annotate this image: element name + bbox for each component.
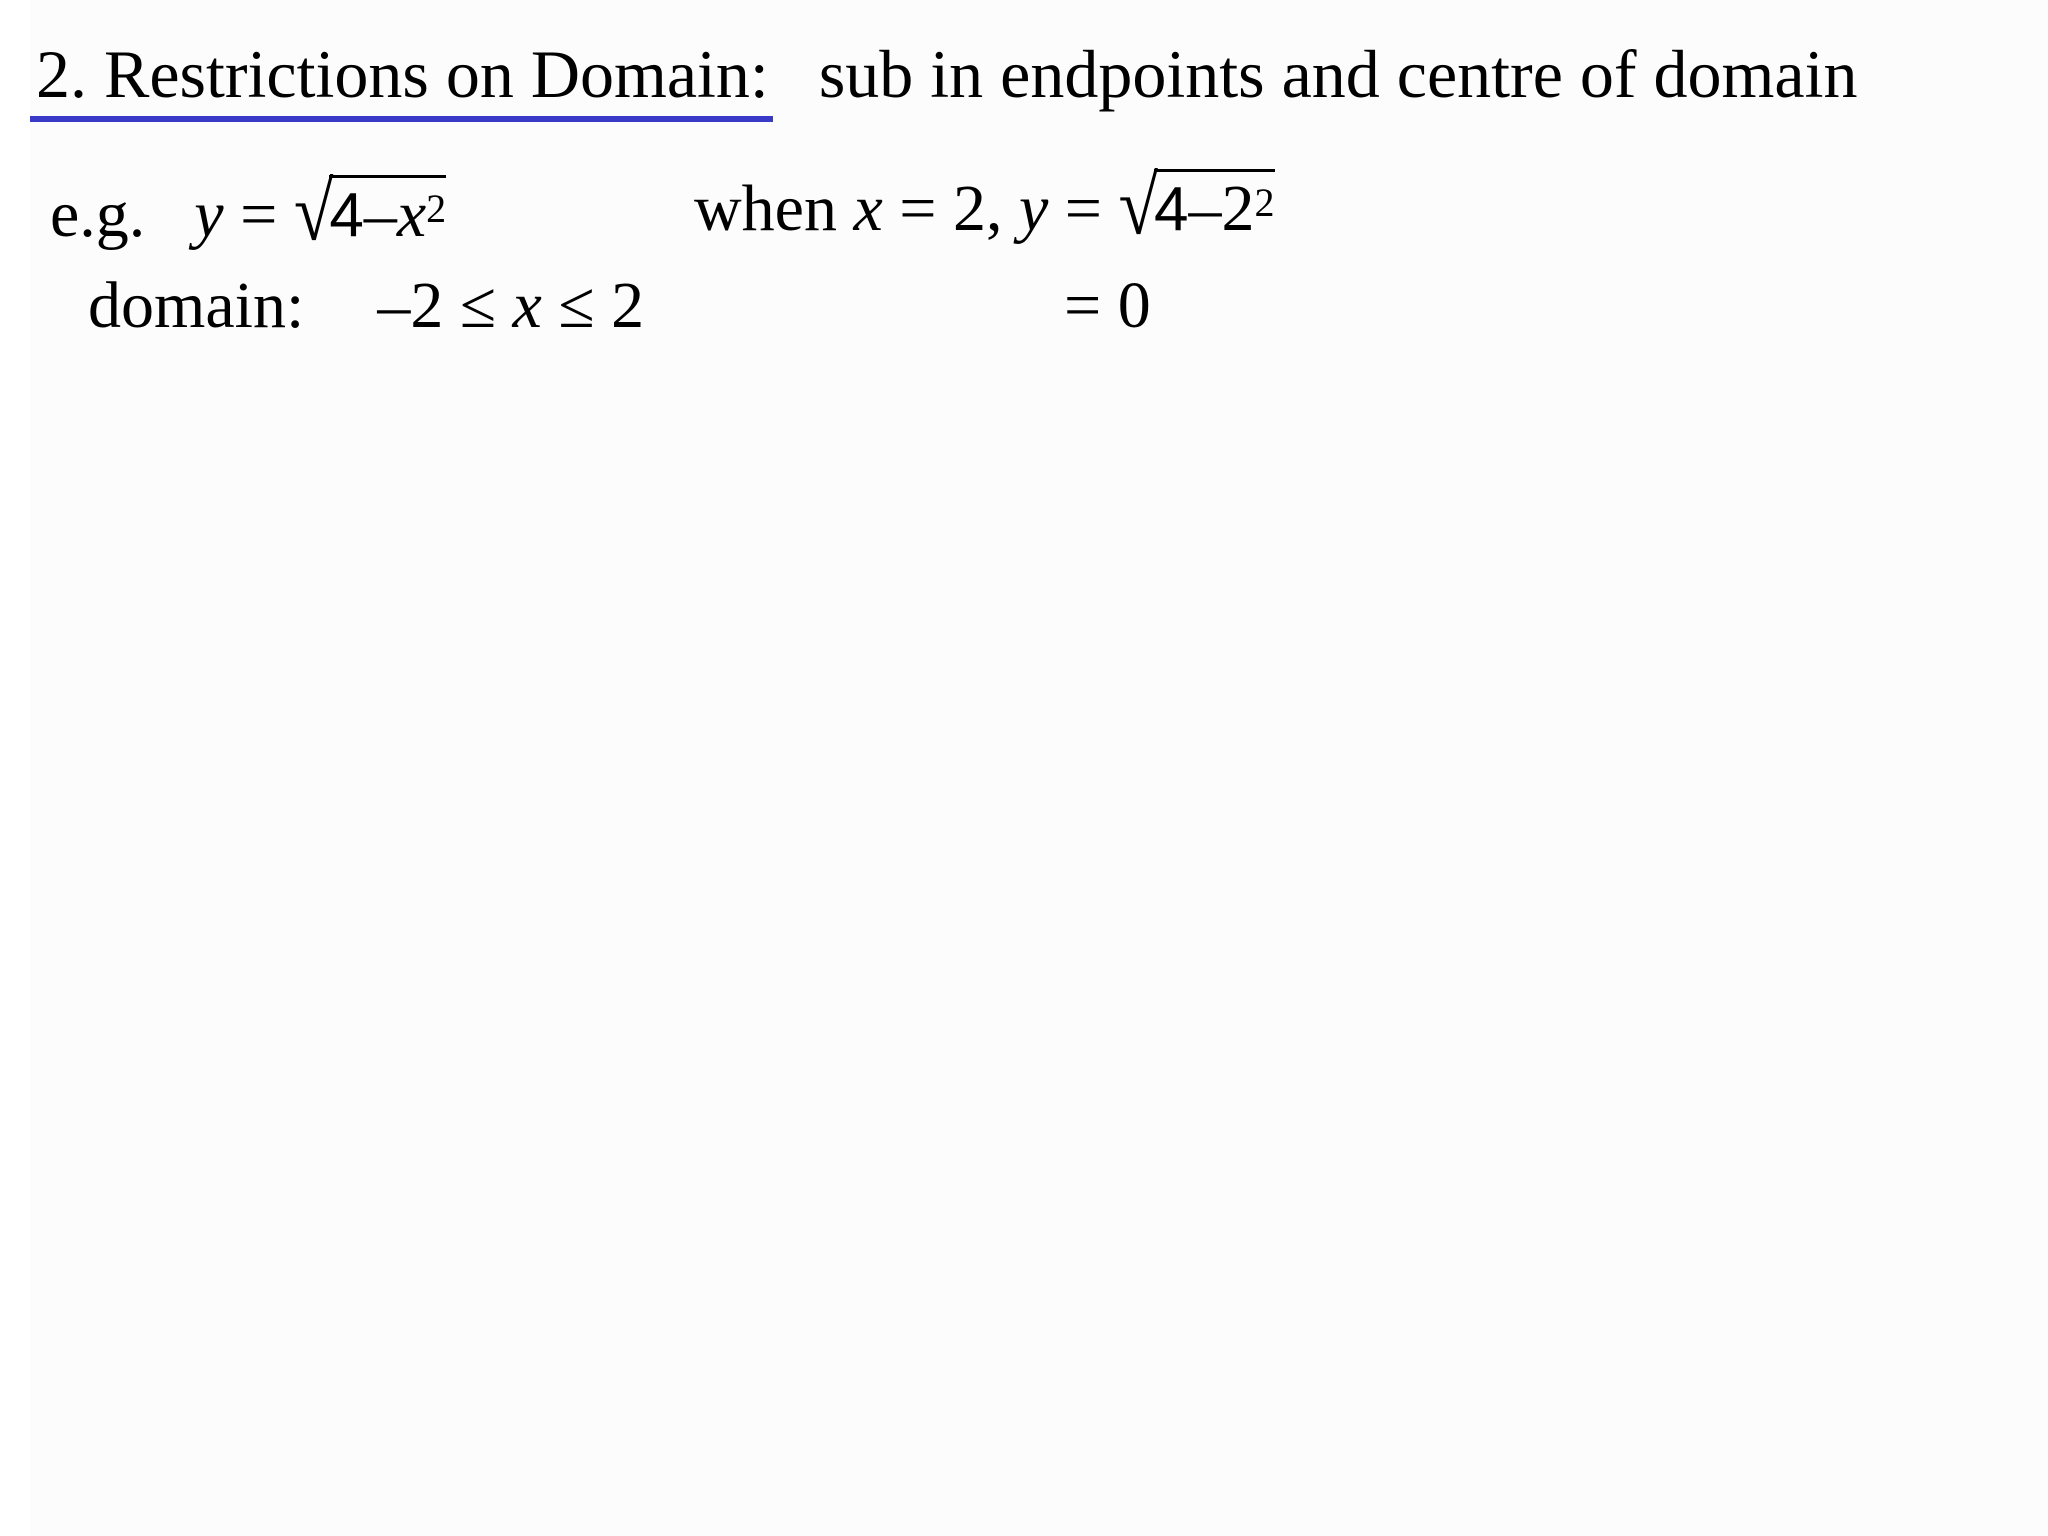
eval-radicand-exp: 2 <box>1254 180 1275 225</box>
domain-var: x <box>512 269 542 342</box>
heading-subtitle: sub in endpoints and centre of domain <box>818 36 1858 112</box>
eval-result: = 0 <box>1064 269 1151 342</box>
sqrt-symbol: √ <box>293 166 334 258</box>
domain-expr-pre: –2 ≤ <box>377 269 513 342</box>
radicand-var: x <box>396 178 427 251</box>
heading-number: 2. <box>36 36 87 112</box>
eval-radicand-base: 2 <box>1221 172 1255 245</box>
heading-underline <box>30 116 773 122</box>
radicand-minus: – <box>363 178 397 251</box>
eval-sqrt <box>1118 160 1275 252</box>
eval-eq1: = 2, <box>899 172 1003 245</box>
evaluation-equation <box>694 160 1275 252</box>
heading <box>36 34 1858 114</box>
heading-title: Restrictions on Domain: <box>104 36 769 112</box>
example-equation <box>50 166 447 258</box>
eval-eq2: = <box>1064 172 1103 245</box>
sqrt-symbol: √ <box>1118 160 1159 252</box>
radicand-const: 4 <box>329 181 364 250</box>
domain-label: domain: <box>88 269 305 342</box>
example-radicand <box>329 175 446 251</box>
example-lhs: y <box>194 178 224 251</box>
domain-expr-post: ≤ 2 <box>541 269 645 342</box>
eval-when: when <box>694 172 837 245</box>
eval-var-y: y <box>1019 172 1049 245</box>
eval-var-x: x <box>853 172 883 245</box>
eval-radicand-const: 4 <box>1154 175 1189 244</box>
eval-radicand-minus: – <box>1188 172 1222 245</box>
eval-radicand <box>1154 169 1274 245</box>
domain-line <box>88 266 644 346</box>
evaluation-result <box>1064 266 1151 346</box>
example-eq: = <box>240 178 278 251</box>
example-sqrt <box>293 166 447 258</box>
example-prefix: e.g. <box>50 178 146 251</box>
radicand-exp: 2 <box>426 186 447 231</box>
